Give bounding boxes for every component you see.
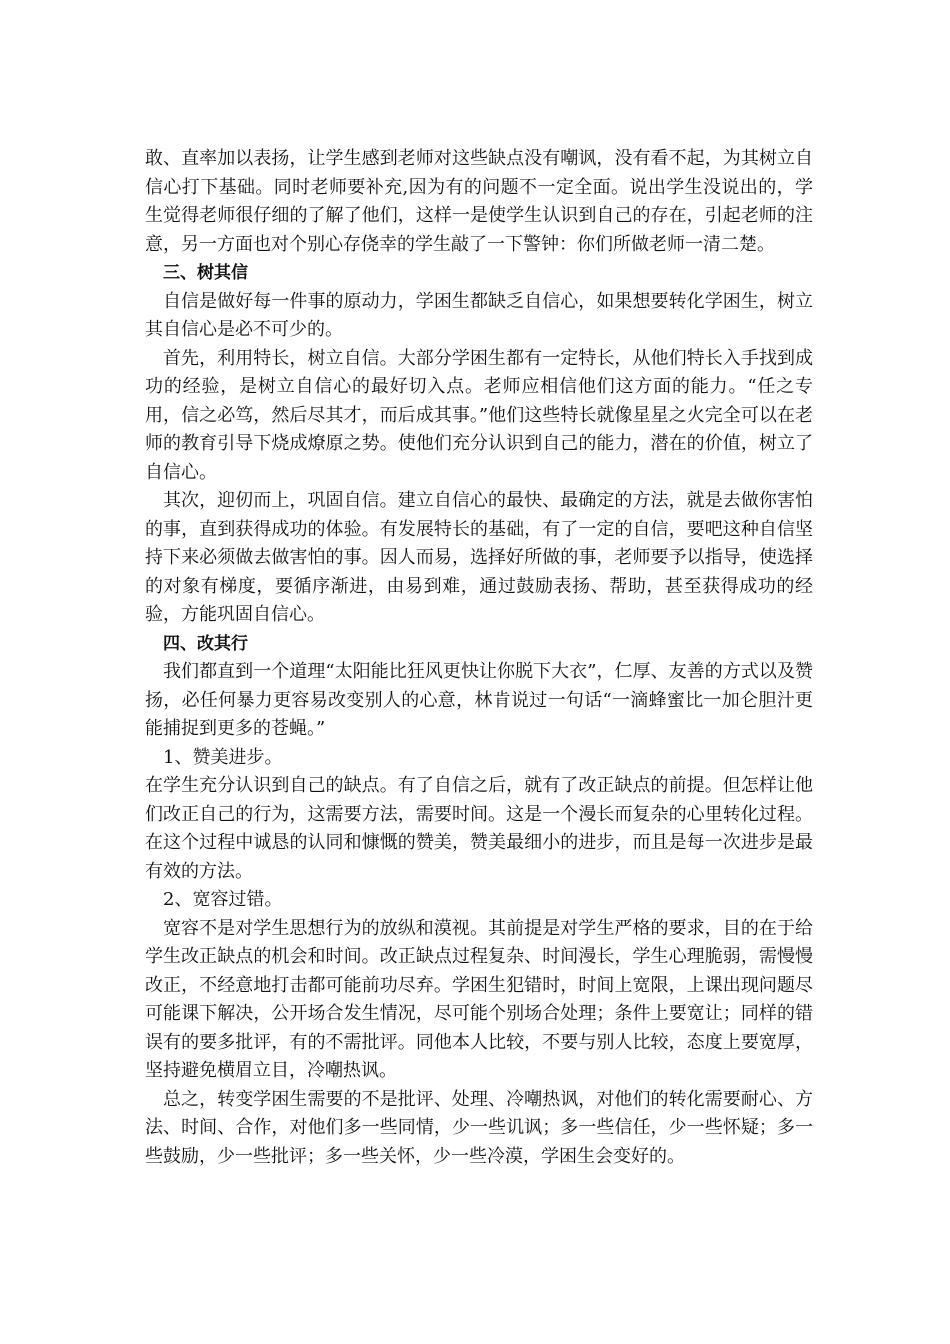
body-paragraph-6: 在学生充分认识到自己的缺点。有了自信之后，就有了改正缺点的前提。但怎样让他们改正自己的行为，这需要方法，需要时间。这是一个漫长而复杂的心里转化过程。在这个过程中诚恳的认同和慷慨的赞美，赞美最细小的进步，而且是每一次进步是最有效的方法。 — [145, 775, 813, 882]
subheading-praise-progress: 1、赞美进步。 — [163, 746, 283, 768]
document-page — [145, 145, 813, 1171]
body-paragraph-8: 总之，转变学困生需要的不是批评、处理、冷嘲热讽，对他们的转化需要耐心、方法、时间、合作，对他们多一些同情，少一些讥讽；多一些信任，少一些怀疑；多一些鼓励，少一些批评；多一些关怀，少一些冷漠，学困生会变好的。 — [145, 1088, 813, 1167]
body-paragraph-2: 自信是做好每一件事的原动力，学困生都缺乏自信心，如果想要转化学困生，树立其自信心是必不可少的。 — [145, 290, 813, 340]
body-paragraph-7: 宽容不是对学生思想行为的放纵和漠视。其前提是对学生严格的要求，目的在于给学生改正缺点的机会和时间。改正缺点过程复杂、时间漫长，学生心理脆弱，需慢慢改正，不经意地打击都可能前功尽弃。学困生犯错时，时间上宽限，上课出现问题尽可能课下解决，公开场合发生情况，尽可能个别场合处理；条件上要宽让；同样的错误有的要多批评，有的不需批评。同他本人比较，不要与别人比较，态度上要宽厚，坚持避免横眉立目，冷嘲热讽。 — [145, 917, 813, 1081]
body-paragraph-4: 其次，迎仞而上，巩固自信。建立自信心的最快、最确定的方法，就是去做你害怕的事，直到获得成功的体验。有发展特长的基础，有了一定的自信，要吧这种自信坚持下来必须做去做害怕的事。因人而易，选择好所做的事，老师要予以指导，使选择的对象有梯度，要循序渐进，由易到难，通过鼓励表扬、帮助，甚至获得成功的经验，方能巩固自信心。 — [145, 490, 813, 625]
section-heading-3: 三、树其信 — [163, 263, 248, 283]
section-heading-4: 四、改其行 — [163, 633, 248, 654]
body-paragraph-3: 首先，利用特长，树立自信。大部分学困生都有一定特长，从他们特长入手找到成功的经验，是树立自信心的最好切入点。老师应相信他们这方面的能力。“任之专用，信之必笃，然后尽其才，而后成其事。”他们这些特长就像星星之火完全可以在老师的教育引导下烧成燎原之势。使他们充分认识到自己的能力，潜在的价值，树立了自信心。 — [145, 347, 813, 483]
body-paragraph-5: 我们都直到一个道理“太阳能比狂风更快让你脱下大衣”，仁厚、友善的方式以及赞扬，必任何暴力更容易改变别人的心意，林肯说过一句话“一滴蜂蜜比一加仑胆汁更能捕捉到更多的苍蝇。” — [145, 661, 813, 739]
body-paragraph-1: 敢、直率加以表扬，让学生感到老师对这些缺点没有嘲讽，没有看不起，为其树立自信心打下基础。同时老师要补充,因为有的问题不一定全面。说出学生没说出的，学生觉得老师很仔细的了解了他们，这样一是使学生认识到自己的存在，引起老师的注意，另一方面也对个别心存侥幸的学生敲了一下警钟：你们所做老师一清二楚。 — [145, 148, 813, 255]
subheading-tolerate-mistakes: 2、宽容过错。 — [163, 889, 283, 910]
